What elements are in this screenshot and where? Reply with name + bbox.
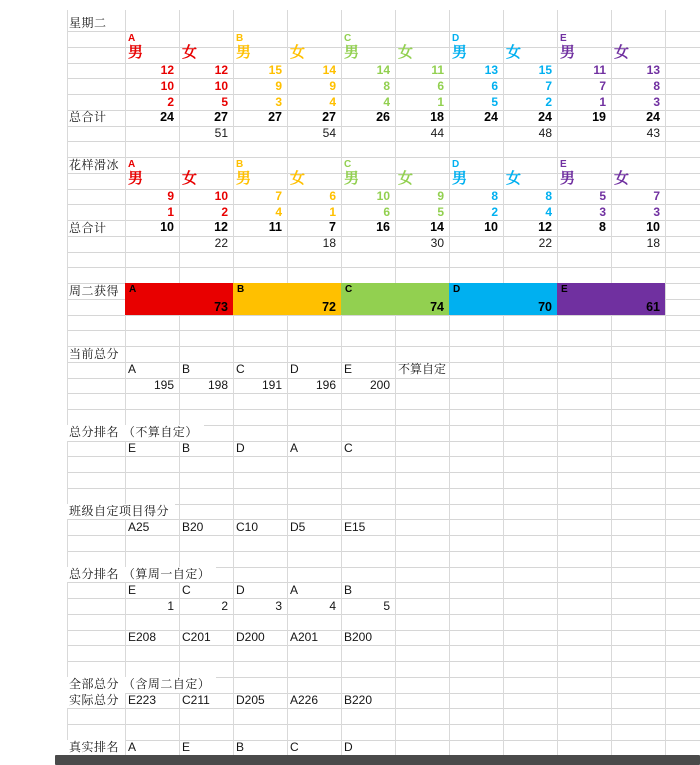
rank-score-cell[interactable]: E208 — [128, 630, 157, 645]
rank-score-cell[interactable]: A201 — [290, 630, 319, 645]
section-title-rank-monday[interactable]: 总分排名 （算周一自定） — [67, 567, 216, 583]
score-cell[interactable]: 4 — [383, 94, 390, 109]
bar-value: 61 — [646, 299, 660, 314]
current-total-value[interactable]: 198 — [207, 378, 228, 393]
bar-letter: A — [129, 284, 137, 295]
rank-score-cell[interactable]: B200 — [344, 630, 373, 645]
group-letter[interactable]: B — [236, 32, 244, 44]
bar-value: 70 — [538, 299, 552, 314]
gender-label-male[interactable]: 男 — [128, 44, 145, 61]
total-cell[interactable]: 19 — [592, 109, 606, 124]
gender-label-female[interactable]: 女 — [182, 170, 199, 187]
score-cell[interactable]: 11 — [431, 63, 444, 78]
actual-total-cell[interactable]: B220 — [344, 693, 373, 708]
bar-value: 72 — [322, 299, 336, 314]
gender-label-male[interactable]: 男 — [560, 170, 577, 187]
score-cell[interactable]: 1 — [437, 94, 444, 109]
score-cell[interactable]: 4 — [329, 94, 336, 109]
total-cell[interactable]: 7 — [329, 220, 336, 234]
rank-number-cell[interactable]: 5 — [383, 598, 390, 613]
gridline-horizontal — [67, 456, 700, 457]
rank-cell[interactable]: C — [182, 582, 191, 597]
subtotal-cell[interactable]: 22 — [538, 236, 552, 251]
custom-score-cell[interactable]: E15 — [344, 519, 366, 534]
current-total-value[interactable]: 195 — [153, 378, 174, 393]
bar-C[interactable] — [341, 283, 449, 315]
gridline-horizontal — [67, 126, 700, 127]
actual-total-label[interactable]: 实际总分 — [67, 693, 125, 709]
group-header-cell[interactable]: B — [182, 362, 191, 377]
gender-label-female[interactable]: 女 — [290, 170, 307, 187]
score-cell[interactable]: 11 — [593, 63, 606, 78]
bottom-scrollbar[interactable] — [55, 755, 700, 765]
section-title-rank-no-custom[interactable]: 总分排名 （不算自定） — [67, 425, 204, 441]
actual-total-cell[interactable]: D205 — [236, 693, 265, 708]
score-cell[interactable]: 6 — [329, 189, 336, 204]
score-cell[interactable]: 6 — [437, 78, 444, 93]
gridline-horizontal — [67, 267, 700, 268]
gender-label-female[interactable]: 女 — [506, 44, 523, 61]
bar-letter: D — [453, 284, 461, 295]
gridline-horizontal — [67, 315, 700, 316]
actual-total-cell[interactable]: A226 — [290, 693, 319, 708]
score-cell[interactable]: 2 — [545, 94, 552, 109]
rank-cell[interactable]: E — [128, 441, 137, 456]
gridline-horizontal — [67, 346, 700, 347]
score-cell[interactable]: 15 — [538, 63, 552, 78]
score-cell[interactable]: 1 — [167, 204, 174, 219]
score-cell[interactable]: 13 — [484, 63, 498, 78]
total-cell[interactable]: 24 — [160, 109, 174, 124]
score-cell[interactable]: 15 — [268, 63, 282, 78]
section-title-skating[interactable]: 花样滑冰 — [69, 157, 120, 172]
subtotal-cell[interactable]: 22 — [214, 236, 228, 251]
gridline-horizontal — [67, 724, 700, 725]
real-rank-cell[interactable]: D — [344, 740, 353, 755]
custom-score-cell[interactable]: B20 — [182, 519, 204, 534]
gender-label-female[interactable]: 女 — [398, 44, 415, 61]
real-rank-cell[interactable]: E — [182, 740, 191, 755]
score-cell[interactable]: 8 — [653, 78, 660, 93]
score-cell[interactable]: 2 — [491, 204, 498, 219]
gridline-horizontal — [67, 393, 700, 394]
rank-cell[interactable]: C — [344, 441, 353, 456]
section-title-class-custom[interactable]: 班级自定项目得分 — [67, 504, 175, 520]
score-cell[interactable]: 12 — [160, 63, 174, 78]
gender-label-male[interactable]: 男 — [128, 170, 145, 187]
gender-label-male[interactable]: 男 — [344, 170, 361, 187]
rank-score-cell[interactable]: C201 — [182, 630, 211, 645]
subtotal-cell[interactable]: 48 — [538, 126, 552, 141]
total-cell[interactable]: 24 — [538, 109, 552, 124]
score-cell[interactable]: 2 — [167, 94, 174, 109]
rank-cell[interactable]: D — [236, 582, 245, 597]
subtotal-cell[interactable]: 44 — [430, 126, 444, 141]
section-title-tuesday[interactable]: 星期二 — [69, 15, 107, 30]
total-cell[interactable]: 10 — [484, 220, 498, 234]
group-letter[interactable]: C — [344, 32, 352, 44]
total-cell[interactable]: 12 — [538, 220, 552, 234]
actual-total-cell[interactable]: C211 — [182, 693, 210, 708]
total-cell[interactable]: 16 — [376, 220, 390, 234]
grand-total-label[interactable]: 总合计 — [69, 220, 107, 235]
bar-letter: C — [345, 284, 353, 295]
subtotal-cell[interactable]: 51 — [214, 126, 228, 141]
score-cell[interactable]: 7 — [653, 189, 660, 204]
bar-E[interactable] — [557, 283, 665, 315]
score-cell[interactable]: 14 — [376, 63, 390, 78]
score-cell[interactable]: 7 — [599, 78, 606, 93]
group-letter[interactable]: C — [344, 158, 352, 170]
score-cell[interactable]: 4 — [545, 204, 552, 219]
score-cell[interactable]: 8 — [545, 189, 552, 204]
total-cell[interactable]: 14 — [430, 220, 444, 234]
group-header-cell[interactable]: D — [290, 362, 299, 377]
total-cell[interactable]: 27 — [214, 109, 228, 124]
custom-score-cell[interactable]: D5 — [290, 519, 306, 534]
score-cell[interactable]: 7 — [545, 78, 552, 93]
gridline-horizontal — [67, 551, 700, 552]
score-cell[interactable]: 12 — [214, 63, 228, 78]
group-letter[interactable]: E — [560, 158, 567, 170]
section-title-grand-total[interactable]: 全部总分 （含周二自定） — [67, 677, 216, 693]
group-letter[interactable]: D — [452, 32, 460, 44]
current-total-value[interactable]: 200 — [369, 378, 390, 393]
rank-cell[interactable]: D — [236, 441, 245, 456]
gender-label-female[interactable]: 女 — [614, 170, 631, 187]
total-cell[interactable]: 12 — [214, 220, 228, 234]
group-letter[interactable]: B — [236, 158, 244, 170]
score-cell[interactable]: 6 — [383, 204, 390, 219]
gender-label-female[interactable]: 女 — [506, 170, 523, 187]
score-cell[interactable]: 10 — [214, 189, 228, 204]
score-cell[interactable]: 5 — [221, 94, 228, 109]
section-title-real-rank[interactable]: 真实排名 — [67, 740, 125, 756]
total-cell[interactable]: 8 — [599, 220, 606, 234]
custom-score-cell[interactable]: C10 — [236, 519, 259, 534]
gridline-horizontal — [67, 236, 700, 237]
gridline-horizontal — [67, 409, 700, 410]
gridline-horizontal — [67, 252, 700, 253]
bar-value: 74 — [430, 299, 444, 314]
rank-number-cell[interactable]: 3 — [275, 598, 282, 613]
real-rank-cell[interactable]: A — [128, 740, 137, 755]
total-cell[interactable]: 10 — [646, 220, 660, 234]
group-letter[interactable]: A — [128, 158, 136, 170]
score-cell[interactable]: 4 — [275, 204, 282, 219]
gender-label-female[interactable]: 女 — [290, 44, 307, 61]
group-letter[interactable]: A — [128, 32, 136, 44]
score-cell[interactable]: 5 — [599, 189, 606, 204]
current-total-value[interactable]: 196 — [315, 378, 336, 393]
group-letter[interactable]: D — [452, 158, 460, 170]
score-cell[interactable]: 13 — [646, 63, 660, 78]
gender-label-male[interactable]: 男 — [560, 44, 577, 61]
total-cell[interactable]: 24 — [484, 109, 498, 124]
gridline-horizontal — [67, 535, 700, 536]
bar-letter: B — [237, 284, 245, 295]
subtotal-cell[interactable]: 54 — [322, 126, 336, 141]
bar-D[interactable] — [449, 283, 557, 315]
score-cell[interactable]: 14 — [322, 63, 336, 78]
rank-cell[interactable]: B — [182, 441, 191, 456]
subtotal-cell[interactable]: 18 — [646, 236, 660, 251]
total-cell[interactable]: 24 — [646, 109, 660, 124]
gender-label-female[interactable]: 女 — [398, 170, 415, 187]
group-header-cell[interactable]: A — [128, 362, 137, 377]
score-cell[interactable]: 9 — [167, 189, 174, 204]
gender-label-male[interactable]: 男 — [236, 44, 253, 61]
total-cell[interactable]: 10 — [160, 220, 174, 234]
gridline-horizontal — [67, 661, 700, 662]
score-cell[interactable]: 10 — [376, 189, 390, 204]
group-header-cell[interactable]: C — [236, 362, 245, 377]
rank-score-cell[interactable]: D200 — [236, 630, 265, 645]
subtotal-cell[interactable]: 43 — [646, 126, 660, 141]
rank-cell[interactable]: A — [290, 441, 299, 456]
actual-total-cell[interactable]: E223 — [128, 693, 157, 708]
rank-cell[interactable]: E — [128, 582, 137, 597]
total-cell[interactable]: 27 — [268, 109, 282, 124]
rank-number-cell[interactable]: 1 — [167, 598, 174, 613]
gridline-horizontal — [67, 614, 700, 615]
grand-total-label[interactable]: 总合计 — [69, 110, 107, 125]
gender-label-male[interactable]: 男 — [236, 170, 253, 187]
score-cell[interactable]: 7 — [275, 189, 282, 204]
section-title-current-total[interactable]: 当前总分 — [69, 346, 120, 361]
score-cell[interactable]: 9 — [437, 189, 444, 204]
score-cell[interactable]: 1 — [329, 204, 336, 219]
score-cell[interactable]: 6 — [491, 78, 498, 93]
score-cell[interactable]: 5 — [491, 94, 498, 109]
score-cell[interactable]: 2 — [221, 204, 228, 219]
gridline-horizontal — [67, 708, 700, 709]
gridline-horizontal — [67, 488, 700, 489]
score-cell[interactable]: 5 — [437, 204, 444, 219]
gender-label-female[interactable]: 女 — [182, 44, 199, 61]
score-cell[interactable]: 9 — [329, 78, 336, 93]
real-rank-cell[interactable]: B — [236, 740, 245, 755]
gridline-horizontal — [67, 141, 700, 142]
group-letter[interactable]: E — [560, 32, 567, 44]
gender-label-female[interactable]: 女 — [614, 44, 631, 61]
rank-number-cell[interactable]: 4 — [329, 598, 336, 613]
gender-label-male[interactable]: 男 — [452, 44, 469, 61]
real-rank-cell[interactable]: C — [290, 740, 299, 755]
bar-A[interactable] — [125, 283, 233, 315]
bar-B[interactable] — [233, 283, 341, 315]
total-cell[interactable]: 18 — [430, 109, 444, 124]
score-cell[interactable]: 8 — [491, 189, 498, 204]
score-cell[interactable]: 1 — [599, 94, 606, 109]
score-cell[interactable]: 10 — [160, 78, 174, 93]
rank-cell[interactable]: B — [344, 582, 353, 597]
bar-value: 73 — [214, 299, 228, 314]
gender-label-male[interactable]: 男 — [452, 170, 469, 187]
score-cell[interactable]: 3 — [653, 94, 660, 109]
score-cell[interactable]: 10 — [214, 78, 228, 93]
custom-score-cell[interactable]: A25 — [128, 519, 150, 534]
total-cell[interactable]: 27 — [322, 109, 336, 124]
score-cell[interactable]: 9 — [275, 78, 282, 93]
score-cell[interactable]: 3 — [275, 94, 282, 109]
gridline-horizontal — [67, 645, 700, 646]
rank-cell[interactable]: A — [290, 582, 299, 597]
section-title-tuesday-gained[interactable]: 周二获得 — [69, 283, 120, 298]
rank-number-cell[interactable]: 2 — [221, 598, 228, 613]
group-header-cell[interactable]: E — [344, 362, 353, 377]
subtotal-cell[interactable]: 18 — [322, 236, 336, 251]
note-cell[interactable]: 不算自定 — [398, 362, 447, 377]
total-cell[interactable]: 11 — [268, 220, 282, 234]
subtotal-cell[interactable]: 30 — [430, 236, 444, 251]
score-cell[interactable]: 8 — [383, 78, 390, 93]
gridline-vertical — [665, 10, 666, 756]
gridline-horizontal — [67, 330, 700, 331]
score-cell[interactable]: 3 — [653, 204, 660, 219]
total-cell[interactable]: 26 — [376, 109, 390, 124]
bar-letter: E — [561, 284, 568, 295]
current-total-value[interactable]: 191 — [261, 378, 282, 393]
score-cell[interactable]: 3 — [599, 204, 606, 219]
gridline-horizontal — [67, 472, 700, 473]
gender-label-male[interactable]: 男 — [344, 44, 361, 61]
